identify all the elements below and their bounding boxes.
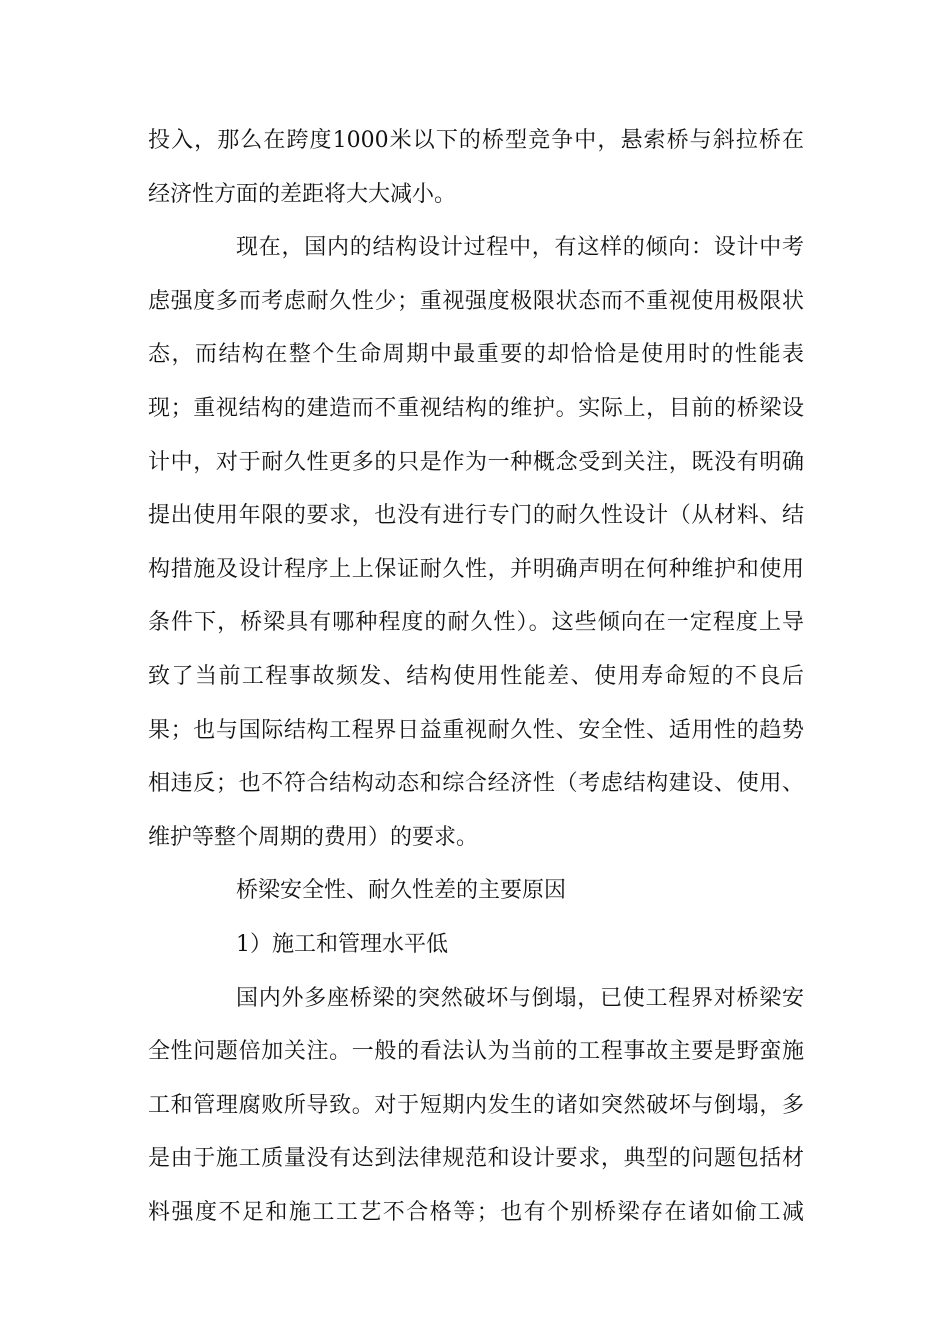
text-line: 计中，对于耐久性更多的只是作为一种概念受到关注，既没有明确	[148, 449, 804, 475]
text-line: 投入，那么在跨度1000米以下的桥型竞争中，悬索桥与斜拉桥在	[148, 128, 804, 153]
text-line: 1）施工和管理水平低	[236, 931, 448, 957]
text-line: 是由于施工质量没有达到法律规范和设计要求，典型的问题包括材	[148, 1146, 804, 1172]
text-line: 维护等整个周期的费用）的要求。	[148, 824, 479, 850]
text-line: 国内外多座桥梁的突然破坏与倒塌，已使工程界对桥梁安	[236, 985, 804, 1011]
text-line: 经济性方面的差距将大大减小。	[148, 181, 457, 207]
text-line: 态，而结构在整个生命周期中最重要的却恰恰是使用时的性能表	[148, 342, 804, 368]
text-line: 料强度不足和施工工艺不合格等；也有个别桥梁存在诸如偷工减	[148, 1199, 804, 1225]
text-line: 工和管理腐败所导致。对于短期内发生的诸如突然破坏与倒塌，多	[148, 1092, 804, 1118]
text-line: 虑强度多而考虑耐久性少；重视强度极限状态而不重视使用极限状	[148, 288, 804, 314]
text-line: 现；重视结构的建造而不重视结构的维护。实际上，目前的桥梁设	[148, 395, 804, 421]
text-line: 相违反；也不符合结构动态和综合经济性（考虑结构建设、使用、	[148, 771, 804, 797]
text-line: 全性问题倍加关注。一般的看法认为当前的工程事故主要是野蛮施	[148, 1039, 804, 1065]
text-line: 桥梁安全性、耐久性差的主要原因	[236, 878, 567, 904]
text-line: 构措施及设计程序上上保证耐久性，并明确声明在何种维护和使用	[148, 556, 804, 582]
text-line: 现在，国内的结构设计过程中，有这样的倾向：设计中考	[236, 235, 804, 261]
text-line: 提出使用年限的要求，也没有进行专门的耐久性设计（从材料、结	[148, 503, 804, 529]
document-page	[148, 114, 804, 1239]
text-line: 果；也与国际结构工程界日益重视耐久性、安全性、适用性的趋势	[148, 717, 804, 743]
text-line: 条件下，桥梁具有哪种程度的耐久性）。这些倾向在一定程度上导	[148, 610, 804, 636]
text-line: 致了当前工程事故频发、结构使用性能差、使用寿命短的不良后	[148, 663, 804, 689]
